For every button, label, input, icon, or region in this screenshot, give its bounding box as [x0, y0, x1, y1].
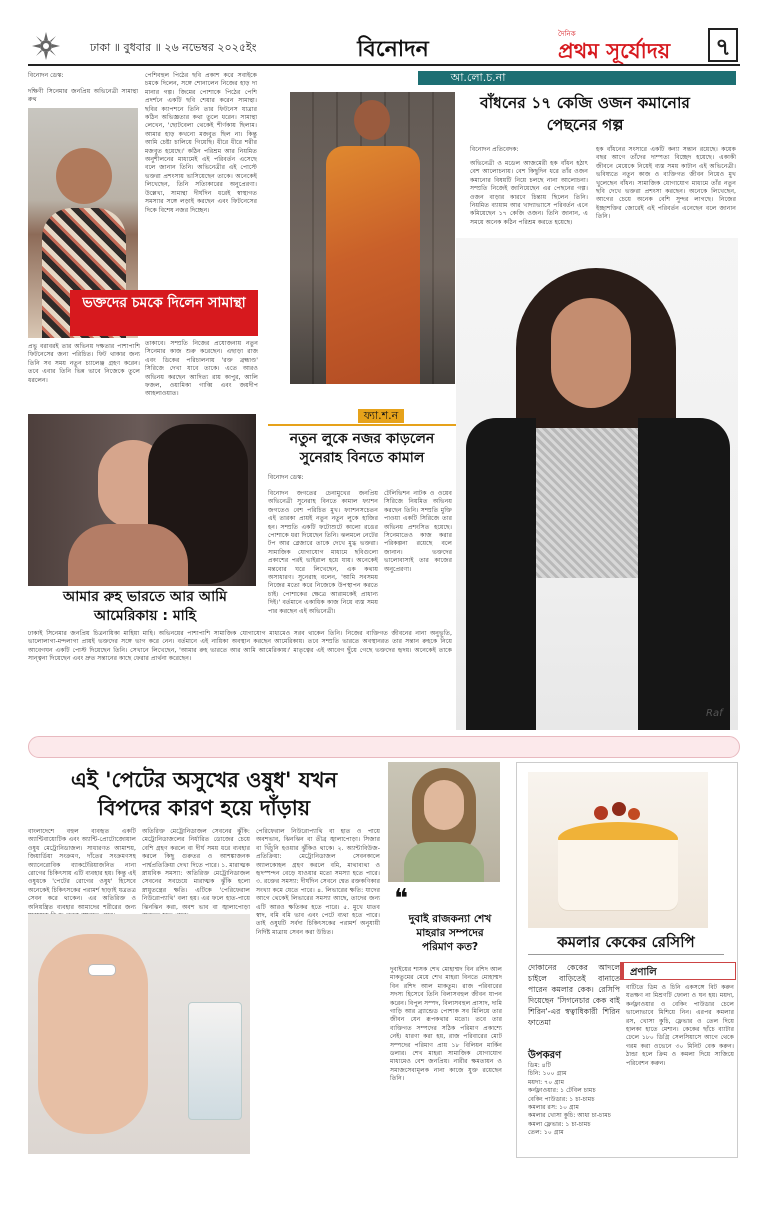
- photo-figure-blazer-left: [466, 418, 536, 730]
- sunerah-headline: নতুন লুকে নজর কাড়লেন সুনেরাহ বিনতে কামাল: [268, 424, 456, 468]
- masthead: [28, 28, 740, 64]
- mahi-photo: [28, 414, 256, 586]
- method-body: বাটিতে ডিম ও চিনি একসঙ্গে বিট করুন যতক্ষণ না মিশ্রণটি ফোলা ও ঘন হয়। ময়দা, কর্নফ্লাওয়ার ও বেকিং পাউডার চেলে ভালোভাবে মিশিয়ে নিন। এরপর কমলার রস, খোসা কুচি, ফ্লেভার ও তেল দিয়ে হালকা হাতে মেশান। কেকের ছাঁচে ব্যাটার ঢেলে ১৮০ ডিগ্রি সেলসিয়াসে আগে থেকে গরম করা ওভেনে ৩০ মিনিট বেক করুন। ঠান্ডা হলে ক্রিম ও কমলা দিয়ে সাজিয়ে পরিবেশন করুন।: [626, 984, 734, 1067]
- weight-story-byline: বিনোদন প্রতিবেদক:: [470, 146, 519, 153]
- photo-figure: [56, 148, 112, 204]
- photo-cherry: [612, 802, 626, 816]
- samantha-byline: বিনোদন ডেস্ক:: [28, 72, 64, 79]
- health-col2: অতিরিক্ত মেট্রোনিডাজল সেবনের ঝুঁকি: মেট্রোনিডাজলের নির্ধারিত ডোজের চেয়ে বেশি গ্রহণ করলে বা দীর্ঘ সময় ধরে ব্যবহার করলে কিছু গুরুতর ও আশঙ্কাজনক পার্শ্বপ্রতিক্রিয়া দেখা দিতে পারে। ১. মারাত্মক স্নায়বিক সমস্যা: অতিরিক্ত মেট্রোনিডাজল সেবনের সবচেয়ে মারাত্মক ঝুঁকি হলো স্নায়ুতন্ত্রের ক্ষতি। এটিকে 'পেরিফেরাল নিউরোপ্যাথি' বলা হয়। এর ফলে হাত-পায়ে ঝিনঝিন করা, অবশ ভাব বা জ্বালাপোড়া: [142, 828, 250, 911]
- photo-figure-face: [551, 298, 631, 408]
- photo-figure-face: [424, 780, 464, 830]
- photo-cherry: [594, 806, 608, 820]
- mahi-body: ঢাকাই সিনেমার জনপ্রিয় চিত্রনায়িকা মাহিয়া মাহি। অভিনয়ের পাশাপাশি সামাজিক যোগাযোগ মাধ্যমেও সরব থাকেন তিনি। নিজের ব্যক্তিগত জীবনের নানা অনুভূতি, ভালোলাগা-মন্দলাগা প্রায়ই ভক্তদের সঙ্গে ভাগ করে নেন। বর্তমানে এই নায়িকা অবস্থান করছেন আমেরিকায়। তবে সম্প্রতি ভারতে অবস্থানরত তার সন্তান রুহকে নিয়ে আবেগঘন একটি পোস্ট দিয়েছেন তিনি। সেখানে লিখেছেন, 'আমার রুহ ভারতে আর আমি আমেরিকায়।' মাতৃত্বের এই আবেগ ছুঁয়ে গেছে ভক্তদের হৃদয়। অনেকেই তাকে সান্ত্বনা দিয়েছেন এবং দ্রুত সন্তানের কাছে ফেরার প্রার্থনা করেছেন।: [28, 630, 452, 663]
- sunerah-tag: ফ্যা.শ.ন: [358, 409, 404, 423]
- health-headline-line1: এই 'পেটের অসুখের ওষুধ' যখন: [70, 768, 338, 792]
- brand-logo: [558, 28, 708, 62]
- photo-figure: [354, 100, 390, 140]
- cake-headline: কমলার কেকের রেসিপি: [528, 932, 724, 955]
- weight-story-tag-bar: [538, 71, 736, 85]
- sunerah-byline: বিনোদন ডেস্ক:: [268, 474, 304, 481]
- brand-name: প্রথম সূর্যোদয়: [558, 39, 671, 63]
- photo-figure-dress: [404, 842, 484, 882]
- photo-figure-saree: [326, 146, 420, 384]
- weight-story-body1: অভিনেত্রী ও মডেল আজমেরী হক বাঁধন হঠাৎ বেশ আলোচনায়। বেশ কিছুদিন ধরে তাঁর ওজন কমানোর বিষয়টি নিয়ে চলছে নানা আলোচনা। সম্প্রতি নিজেই জানিয়েছেন এর পেছনের গল্প। ওজন বাড়ার কারণে চিন্তায় ছিলেন তিনি। নিয়মিত ব্যায়াম আর খাদ্যাভ্যাসে পরিবর্তন এনে কমিয়েছেন ১৭ কেজি ওজন। তিনি জানান, এ সময়ে অনেক কঠিন পরিশ্রম করতে হয়েছে।: [470, 160, 588, 226]
- samantha-body3: প্রভু বরাবরই তার অভিনয় দক্ষতার পাশাপাশি ফিটনেসের জন্য পরিচিত। ফিট থাকার জন্য তিনি সব সময় নতুন চ্যালেঞ্জ গ্রহণ করেন। তবে এবার তিনি ভিন্ন ভাবে নিজেকে তুলে ধরলেন।: [28, 343, 140, 384]
- section-divider: [28, 736, 740, 758]
- samantha-headline: ভক্তদের চমকে দিলেন সামান্থা: [70, 290, 258, 336]
- ornament-icon: [32, 32, 60, 60]
- page-number: ৭: [708, 28, 738, 62]
- ingredients-list: ডিম: ৪টি চিনি: ১০০ গ্রাম ময়দা: ৭০ গ্রাম কর্নফ্লাওয়ার: ১ টেবিল চামচ বেকিং পাউডার: ১ চা-চামচ কমলার রস: ১০ গ্রাম কমলার খোসা কুচি: আধা চা-চামচ কমলা ফ্লেভার: ১ চা-চামচ তেল: ১০ গ্রাম: [528, 1062, 611, 1137]
- samantha-body2: তাকাবে। সম্প্রতি নিজের প্রযোজনায় নতুন সিনেমার কাজ শুরু করেছেন। এছাড়া রাজ এবং ডিকের পরিচালনায় 'রক্ত ব্রহ্মাণ্ড' সিরিজে দেখা যাবে তাকে। এতে আরও অভিনয় করছেন আদিত্য রায় কাপুর, আলি ফজল, ওয়ামিকা গাব্বি এবং জয়দীপ আহলাওয়াত।: [145, 340, 258, 398]
- samantha-intro: দক্ষিণী সিনেমার জনপ্রিয় অভিনেত্রী সামান্থা রুথ: [28, 88, 138, 104]
- badhon-photo: [290, 92, 455, 384]
- section-title: বিনোদন: [357, 37, 429, 62]
- photo-figure-top: [526, 428, 646, 578]
- health-col3: পেরিফেরাল নিউরোপ্যাথি বা হাত ও পায়ে অবশভাব, ঝিনঝিন বা তীব্র জ্বালাপোড়া। সিজার বা খিঁচুনি হওয়ার ঝুঁকিও থাকে। ২. অ্যান্টাবিউজ-প্রতিক্রিয়া: মেট্রোনিডাজল সেবনকালে অ্যালকোহল গ্রহণ করলে বমি, মাথাব্যথা ও হৃদস্পন্দন বেড়ে যাওয়ার মতো সমস্যা হতে পারে। ৩. রক্তের সমস্যা: দীর্ঘদিন সেবনে শ্বেত রক্তকণিকার সংখ্যা কমে যেতে পারে। ৪. লিভারের ক্ষতি: যাদের আগে থেকেই লিভারের সমস্যা আছে, তাদের জন্য এটি আরও ক্ষতিকর হতে পারে। ৫. মুখে ধাতব স্বাদ, বমি বমি ভাব এবং পেটে ব্যথা হতে পারে। তাই ওষুধটি সর্বদা চিকিৎসকের পরামর্শ অনুযায়ী নির্দিষ্ট মাত্রায় সেবন করা উচিত।: [256, 828, 380, 936]
- sunerah-body1: বিনোদন জগতের চেনামুখের জনপ্রিয় অভিনেত্রী সুনেরাহ বিনতে কামাল ফ্যাশন জগতেও বেশ পরিচিত মুখ। ফ্যাশনসচেতন এই তারকা প্রায়ই নতুন নতুন লুকে হাজির হন। সম্প্রতি একটি ফটোশুটে কালো রঙের পোশাকে ধরা দিয়েছেন তিনি। ঝলমলে নেটের টপ আর ব্লেজারে তাকে দেখে মুগ্ধ ভক্তরা। সামাজিক যোগাযোগ মাধ্যমে ছবিগুলো প্রকাশের পরই ভাইরাল হয়ে যায়। অনেকেই মন্তব্যের ঘরে লিখেছেন, এক কথায় অসাধারণ। সুনেরাহ বলেন, 'আমি সবসময় নিজের মতো করে নিজেকে উপস্থাপন করতে চাই। পোশাকের ক্ষেত্রে আরামকেই প্রাধান্য দিই।' বর্তমানে একাধিক কাজ নিয়ে ব্যস্ত সময় পার করছেন এই অভিনেত্রী।: [268, 490, 378, 615]
- samantha-body1: পেশিবহুল পিঠের ছবি প্রকাশ করে সবাইকে চমকে দিলেন, সঙ্গে শোনালেন নিজের হাড় দা মানার গল্প। জিমের পোশাকে পিঠের পেশি প্রদর্শনে একটি ছবি শেয়ার করেন সামান্থা। ছবির ক্যাপশনে তিনি তার ফিটনেস যাত্রার কঠিন অভিজ্ঞতার কথা তুলে ধরেন। সামান্থা লেখেন, 'ছোটবেলা থেকেই শীর্ণকায় ছিলাম। আমার হাড় কখনো মজবুত ছিল না। কিন্তু আমি চেষ্টা চালিয়ে গিয়েছি। ধীরে ধীরে শরীর মজবুত হয়েছে।' কঠিন পরিশ্রম আর নিয়মিত অনুশীলনের মাধ্যমেই এই পরিবর্তন এসেছে বলে জানান তিনি। অভিনেত্রীর এই পোস্টে ভক্তরা প্রশংসায় ভাসিয়েছেন তাকে। অনেকেই লিখেছেন, তিনি সত্যিকারের অনুপ্রেরণা। উল্লেখ্য, সামান্থা দীর্ঘদিন ধরেই স্বাস্থ্যগত সমস্যার সঙ্গে লড়াই করছেন এবং ফিটনেসের দিকে বিশেষ নজর দিচ্ছেন।: [145, 72, 257, 214]
- weight-story-tag: আ.লো.চ.না: [418, 71, 538, 85]
- dubai-photo: [388, 762, 500, 882]
- weight-story-headline: বাঁধনের ১৭ কেজি ওজন কমানোর পেছনের গল্প: [480, 94, 690, 134]
- cake-photo: [528, 772, 708, 928]
- photo-glass: [188, 1002, 242, 1120]
- location-date: ঢাকা ॥ বুধবার ॥ ২৬ নভেম্বর ২০২৫ইং: [90, 41, 257, 54]
- method-title: প্রণালি: [630, 967, 657, 978]
- photo-figure-blazer-right: [638, 418, 730, 730]
- photo-cake-body: [558, 840, 678, 910]
- mahi-headline: আমার রুহ ভারতে আর আমি আমেরিকায় : মাহি: [63, 589, 227, 624]
- sunerah-photo: [456, 238, 738, 730]
- photo-pill: [88, 964, 116, 976]
- cake-intro: দোকানের কেকের আদলে চাইলে বাড়িতেই বানাতে পারেন কমলার কেক। রেসিপি দিয়েছেন 'সিগনেচার কেক বাই শিরিন'-এর স্বত্বাধিকারী শিরিন ফাতেমা: [528, 963, 620, 1027]
- health-col1: বাংলাদেশে বহুল ব্যবহৃত একটি অ্যান্টিবায়োটিক এবং অ্যান্টি-প্রোটোজোয়াল ওষুধ মেট্রোনিডাজল। সাধারণত আমাশয়, জিয়ার্ডিয়া সংক্রমণ, দাঁতের সংক্রমণসহ অ্যানেরোবিক ব্যাকটেরিয়াজনিত নানা রোগের চিকিৎসায় এটি ব্যবহার হয়। কিন্তু এই ওষুধকে 'পেটের রোগের ওষুধ' হিসেবে অনেকেই চিকিৎসকের পরামর্শ ছাড়াই যত্রতত্র সেবন করে থাকেন। এর অতিরিক্ত ও অনিয়ন্ত্রিত ব্যবহার আমাদের শরীরের জন্য: [28, 828, 136, 911]
- photo-credit: Raf: [706, 708, 723, 719]
- ingredients-title: উপকরণ: [528, 1050, 562, 1061]
- photo-cherry: [628, 808, 640, 820]
- header-rule: [28, 64, 740, 66]
- dubai-headline: দুবাই রাজকন্যা শেখ মাহরার সম্পদের পরিমাণ কত?: [408, 913, 492, 953]
- dubai-body: দুবাইয়ের শাসক শেখ মোহাম্মদ বিন রশিদ আল মাকতুমের মেয়ে শেখ মাহরা বিনতে মোহাম্মদ বিন রশিদ আল মাকতুম। রাজ পরিবারের সদস্য হিসেবে তিনি বিলাসবহুল জীবন যাপন করেন। বিপুল সম্পদ, বিলাসবহুল প্রাসাদ, দামি গাড়ি আর ব্র্যান্ডেড পোশাক সব মিলিয়ে তার জীবন যেন রূপকথার মতো। তবে তার ব্যক্তিগত সম্পদের সঠিক পরিমাণ প্রকাশ্যে নেই। ধারণা করা হয়, রাজ পরিবারের মোট সম্পদের পরিমাণ প্রায় ১৮ বিলিয়ন মার্কিন ডলার। শেখ মাহরা সামাজিক যোগাযোগ মাধ্যমেও বেশ জনপ্রিয়। নারীর ক্ষমতায়ন ও সমাজসেবামূলক নানা কাজে যুক্ত রয়েছেন তিনি।: [390, 966, 502, 1083]
- weight-story-body2: হক বাঁধনের সংসারে একটি কন্যা সন্তান রয়েছে। কয়েক বছর আগে তাঁদের দাম্পত্য বিচ্ছেদ হয়েছে। একাকী জীবনে মেয়েকে নিয়েই ব্যস্ত সময় কাটান এই অভিনেত্রী। ভবিষ্যতে নতুন কাজ ও ব্যক্তিগত জীবন নিয়েও মুখ খুলেছেন বাঁধন। সামাজিক যোগাযোগ মাধ্যমে তাঁর নতুন ছবি দেখে ভক্তরা প্রশংসা করছেন। অনেকে লিখেছেন, আগের চেয়ে অনেক বেশি সুন্দর লাগছে। নিজের ইচ্ছাশক্তির জোরেই এই পরিবর্তন এনেছেন বলে জানান তিনি।: [596, 146, 736, 221]
- health-headline-line2: বিপদের কারণ হয়ে দাঁড়ায়: [97, 796, 311, 820]
- quote-mark-icon: ❝: [394, 884, 408, 914]
- sunerah-body2: টেলিভিশন নাটক ও ওয়েব সিরিজে নিয়মিত অভিনয় করছেন তিনি। সম্প্রতি মুক্তি পাওয়া একটি সিরিজে তার অভিনয় প্রশংসিত হয়েছে। সিনেমাতেও কাজ করার পরিকল্পনা রয়েছে বলে জানান। ভক্তদের ভালোবাসাই তার কাজের অনুপ্রেরণা।: [384, 490, 452, 573]
- photo-figure-shoulder: [68, 524, 188, 586]
- health-photo: [28, 914, 250, 1154]
- brand-small: দৈনিক: [558, 30, 576, 38]
